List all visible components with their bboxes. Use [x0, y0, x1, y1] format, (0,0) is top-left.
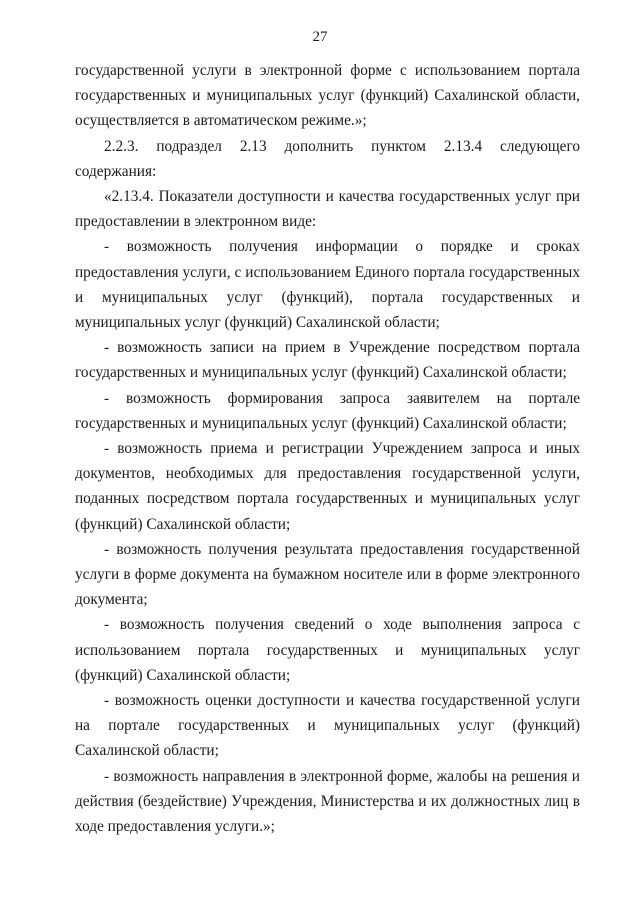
- list-item-appointment: - возможность записи на прием в Учреждение посредством портала государственных и муниципальных услуг (функций) Сахалинской области;: [75, 339, 580, 382]
- paragraph-continuation: государственной услуги в электронной форме с использованием портала государственных и муниципальных услуг (функций) Сахалинской области, осуществляется в автоматическом режиме.»;: [75, 62, 580, 130]
- list-item-quality-assessment: - возможность оценки доступности и качества государственной услуги на портале государственных и муниципальных услуг (функций) Сахалинской области;: [75, 692, 580, 760]
- list-item-request-forming: - возможность формирования запроса заявителем на портале государственных и муниципальных услуг (функций) Сахалинской области;: [75, 389, 580, 432]
- list-item-request-registration: - возможность приема и регистрации Учреждением запроса и иных документов, необходимых для предоставления государственной услуги, поданных посредством портала государственных и муниципальных услуг (функций) Сахалинской области;: [75, 440, 580, 533]
- list-item-result: - возможность получения результата предоставления государственной услуги в форме документа на бумажном носителе или в форме электронного документа;: [75, 540, 580, 609]
- paragraph-clause-2-13-4: «2.13.4. Показатели доступности и качества государственных услуг при предоставлении в электронном виде:: [75, 188, 580, 231]
- list-item-complaint: - возможность направления в электронной форме, жалобы на решения и действия (бездействие) Учреждения, Министерства и их должностных лиц в ходе предоставления услуги.»;: [75, 767, 580, 836]
- list-item-progress: - возможность получения сведений о ходе выполнения запроса с использованием портала государственных и муниципальных услуг (функций) Сахалинской области;: [75, 616, 580, 684]
- paragraph-subsection-2-2-3: 2.2.3. подраздел 2.13 дополнить пунктом 2.13.4 следующего содержания:: [75, 137, 580, 180]
- document-body: [75, 58, 580, 839]
- page-number: 27: [312, 29, 328, 45]
- list-item-information: - возможность получения информации о порядке и сроках предоставления услуги, с использованием Единого портала государственных и муниципальных услуг (функций), портала государственных и муниципальных услуг (функций) Сахалинской области;: [75, 238, 580, 332]
